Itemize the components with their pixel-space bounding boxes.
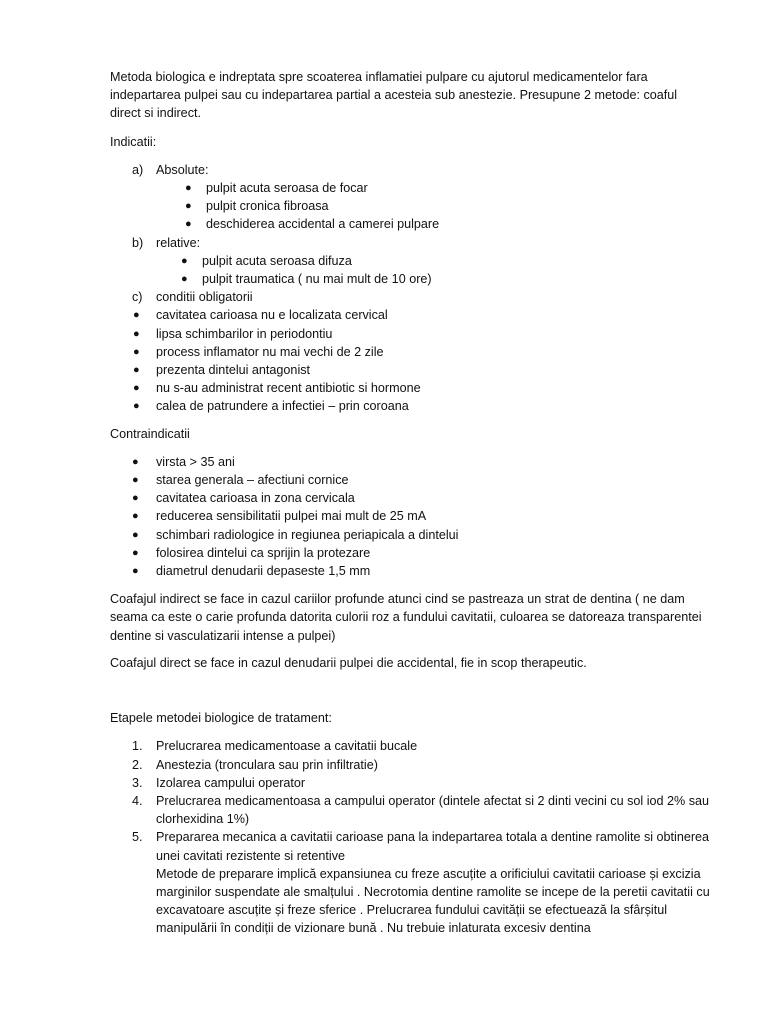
bullet-icon: ●: [132, 474, 139, 487]
bullet-icon: ●: [132, 546, 139, 559]
bullet-icon: ●: [132, 528, 139, 541]
list-item: ● pulpit acuta seroasa difuza: [110, 252, 710, 270]
document-body: [110, 68, 710, 938]
list-marker: 4.: [132, 793, 143, 808]
list-item-continuation: Metode de preparare implică expansiunea cu freze ascuțite a orificiului cavitatii carioase și excizia marginilor suspendate ale smalțului . Necrotomia dentine ramolite se incepe de la peretii cavitatii cu excavatoare ascuțite și freze sferice . Prelucrarea fundului cavității se efectuează la sfârșitul manipulării în condiții de vizionare bună . Nu trebuie inlaturata excesiv dentina: [156, 866, 710, 936]
list-item: ● reducerea sensibilitatii pulpei mai mult de 25 mA: [110, 507, 710, 525]
direct-coafaj-paragraph: Coafajul direct se face in cazul denudarii pulpei die accidental, fie in scop therapeutic.: [110, 655, 587, 670]
list-item: ● pulpit acuta seroasa de focar: [110, 179, 710, 197]
list-label: relative:: [156, 235, 201, 250]
bullet-icon: ●: [133, 309, 140, 322]
contraindications-heading: Contraindicatii: [110, 426, 190, 441]
bullet-icon: ●: [133, 345, 140, 358]
list-marker: 3.: [132, 775, 143, 790]
stages-list: [110, 737, 710, 937]
list-item: ● lipsa schimbarilor in periodontiu: [110, 325, 710, 343]
list-marker: 1.: [132, 739, 143, 754]
list-item: ● deschiderea accidental a camerei pulpare: [110, 215, 710, 233]
bullet-icon: ●: [132, 510, 139, 523]
list-item: ● diametrul denudarii depaseste 1,5 mm: [110, 562, 710, 580]
indirect-coafaj-paragraph: Coafajul indirect se face in cazul cariilor profunde atunci cind se pastreaza un strat de dentina ( ne dam seama ca este o carie profunda datorita culorii roz a fundului cavitatii, culoarea se datoreaza transparentei dentine si vasculatizarii intense a pulpei): [110, 592, 702, 643]
indication-mandatory: [110, 288, 710, 306]
bullet-icon: ●: [185, 182, 192, 195]
bullet-icon: ●: [185, 200, 192, 213]
list-item: ● nu s-au administrat recent antibiotic si hormone: [110, 379, 710, 397]
list-item: ● cavitatea carioasa nu e localizata cervical: [110, 306, 710, 324]
list-item: ● virsta > 35 ani: [110, 453, 710, 471]
list-item: 5. Prepararea mecanica a cavitatii carioase pana la indepartarea totala a dentine ramolite si obtinerea unei cavitati rezistente si retentive: [132, 830, 710, 863]
stages-heading: Etapele metodei biologice de tratament:: [110, 711, 332, 726]
list-marker: 2.: [132, 757, 143, 772]
intro-paragraph: Metoda biologica e indreptata spre scoaterea inflamatiei pulpare cu ajutorul medicamentelor fara indepartarea pulpei sau cu indepartarea partial a acesteia sub anestezie. Presupune 2 metode: coaful direct si indirect.: [110, 70, 678, 121]
list-item: 1. Prelucrarea medicamentoase a cavitatii bucale: [110, 737, 710, 755]
list-item: ● process inflamator nu mai vechi de 2 zile: [110, 343, 710, 361]
list-label: Absolute:: [156, 162, 209, 177]
indications-heading: Indicatii:: [110, 134, 157, 149]
list-item: ● folosirea dintelui ca sprijin la protezare: [110, 544, 710, 562]
contraindications-list: [110, 453, 710, 580]
bullet-icon: ●: [132, 565, 139, 578]
list-marker: 5.: [132, 830, 143, 845]
list-label: conditii obligatorii: [156, 290, 253, 305]
list-item: 2. Anestezia (tronculara sau prin infiltratie): [110, 756, 710, 774]
bullet-icon: ●: [133, 400, 140, 413]
list-item: ● schimbari radiologice in regiunea periapicala a dintelui: [110, 526, 710, 544]
list-item: ● pulpit traumatica ( nu mai mult de 10 ore): [110, 270, 710, 288]
list-item: ● prezenta dintelui antagonist: [110, 361, 710, 379]
bullet-icon: ●: [133, 364, 140, 377]
indication-absolute: [110, 161, 710, 179]
list-item: 3. Izolarea campului operator: [110, 774, 710, 792]
list-marker: c): [132, 290, 143, 305]
bullet-icon: ●: [133, 382, 140, 395]
bullet-icon: ●: [132, 492, 139, 505]
list-item: ● cavitatea carioasa in zona cervicala: [110, 489, 710, 507]
indication-relative: [110, 234, 710, 252]
bullet-icon: ●: [181, 254, 188, 267]
list-item: ● pulpit cronica fibroasa: [110, 197, 710, 215]
list-item: 4. Prelucrarea medicamentoasa a campului operator (dintele afectat si 2 dinti vecini cu sol iod 2% sau clorhexidina 1%): [132, 793, 710, 827]
list-marker: b): [132, 235, 144, 250]
bullet-icon: ●: [181, 273, 188, 286]
bullet-icon: ●: [133, 327, 140, 340]
indications-list: [110, 161, 710, 416]
list-marker: a): [132, 162, 144, 177]
bullet-icon: ●: [185, 218, 192, 231]
list-item: ● calea de patrundere a infectiei – prin coroana: [110, 397, 710, 415]
bullet-icon: ●: [132, 455, 139, 468]
list-item: ● starea generala – afectiuni cornice: [110, 471, 710, 489]
